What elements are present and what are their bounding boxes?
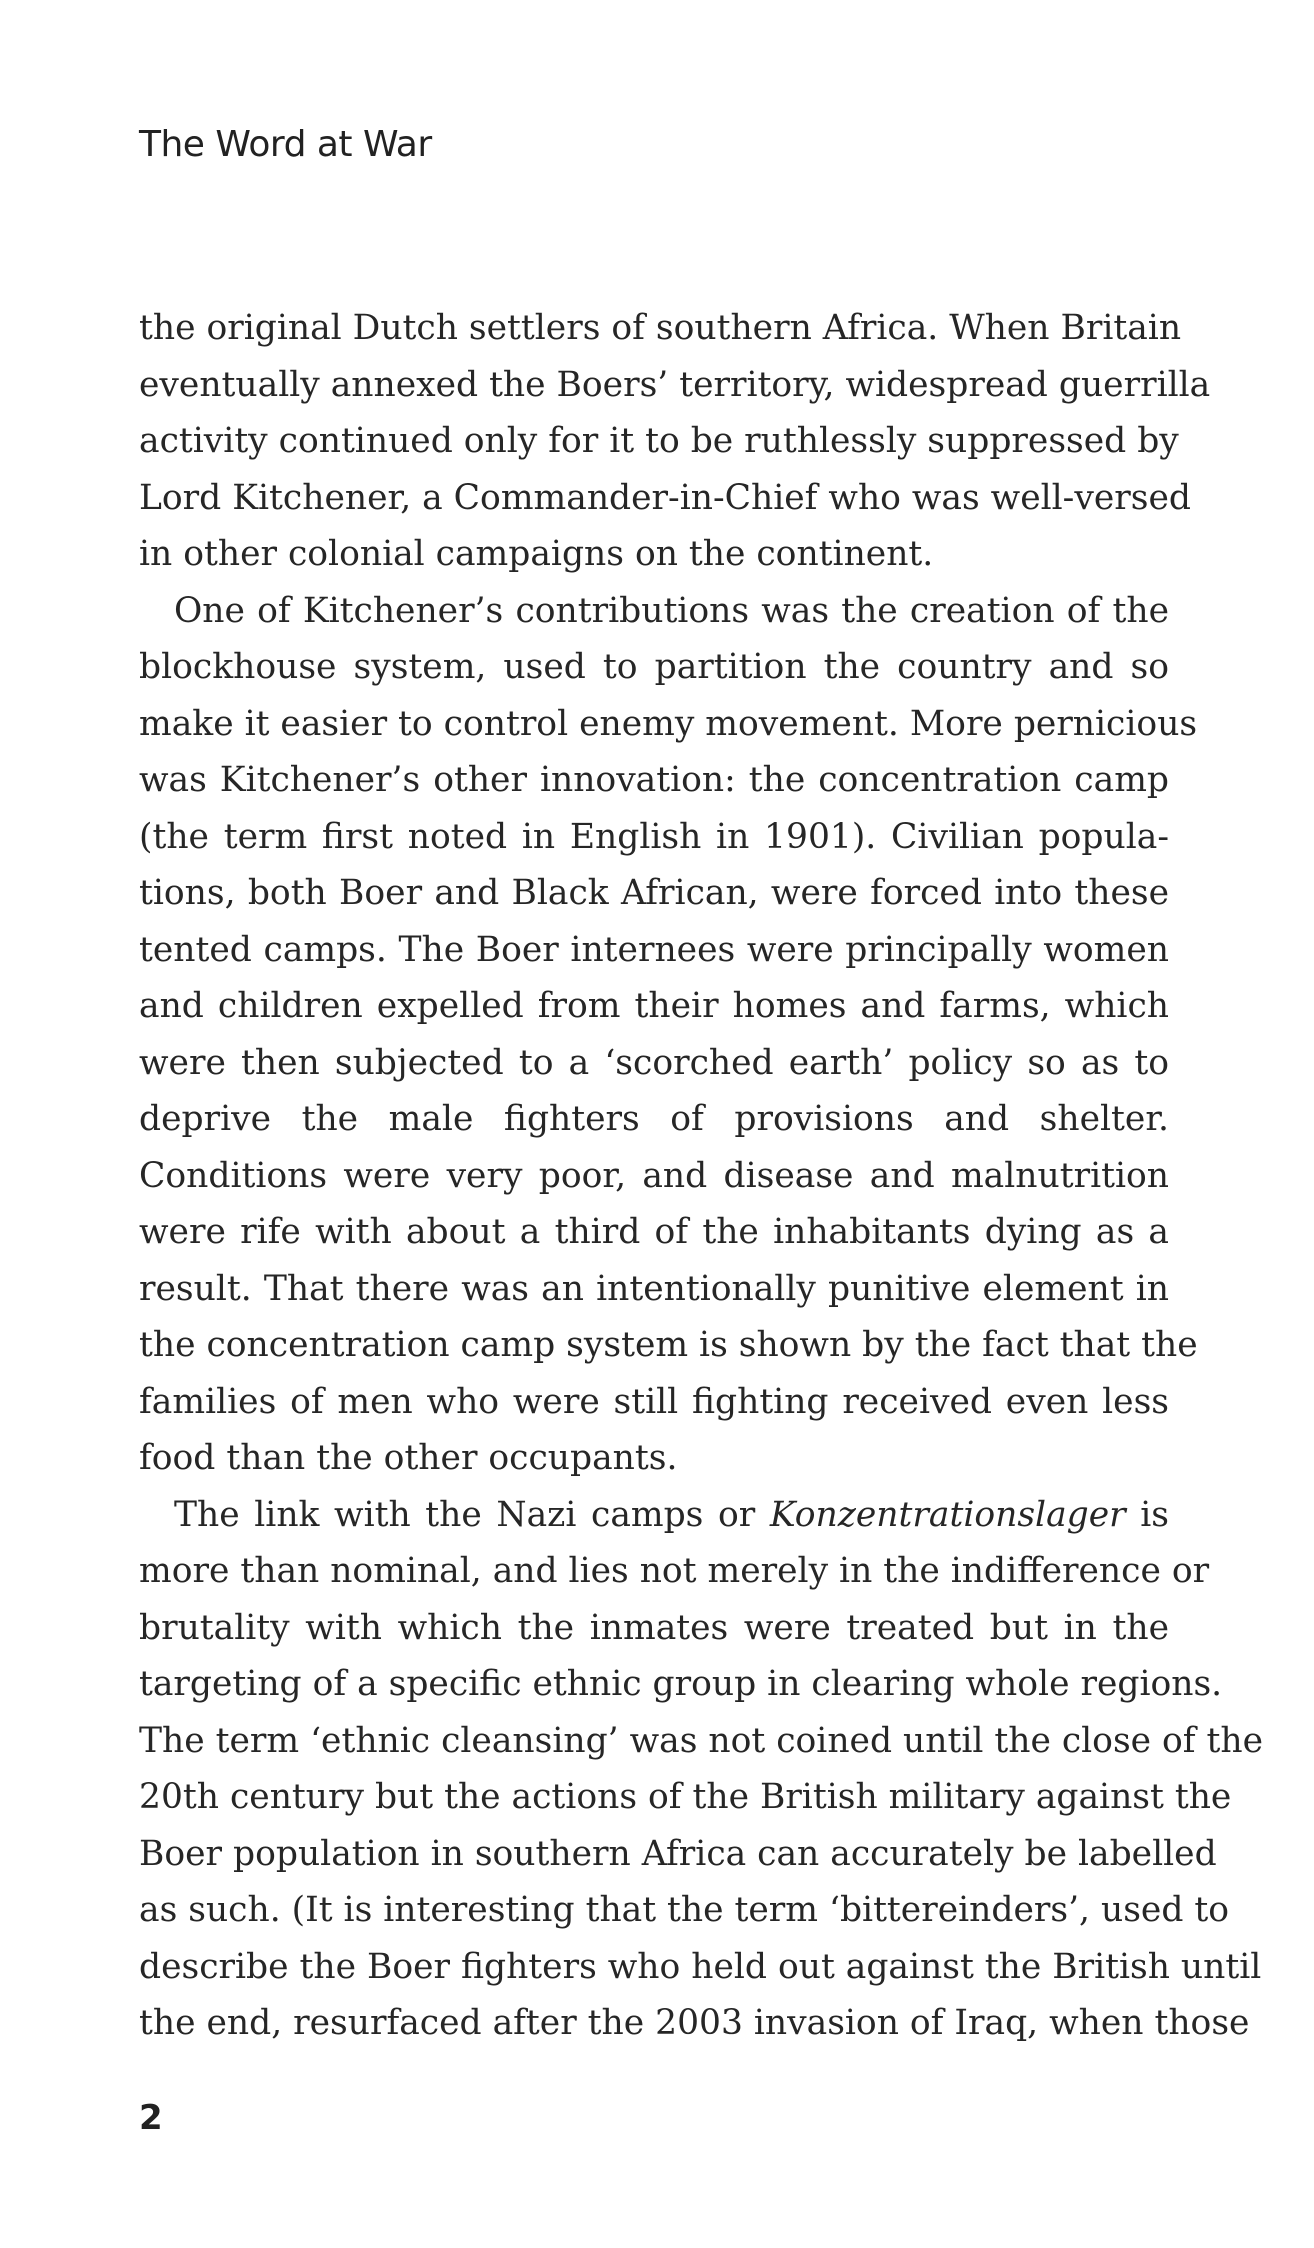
text-line: Lord Kitchener, a Commander-in-Chief who was well-versed: [139, 477, 1191, 518]
paragraph: [139, 583, 1198, 1487]
page-number: 2: [139, 2098, 163, 2138]
text-segment: is: [1125, 1494, 1169, 1535]
text-line: (the term first noted in English in 1901). Civilian popula-: [139, 816, 1169, 857]
text-line: 20th century but the actions of the British military against the: [139, 1777, 1232, 1817]
text-line: Conditions were very poor, and disease and malnutrition: [139, 1155, 1169, 1196]
text-line: One of Kitchener’s contributions was the creation of the: [174, 590, 1169, 631]
text-line: were rife with about a third of the inhabitants dying as a: [139, 1212, 1169, 1252]
text-line: describe the Boer fighters who held out against the British until: [139, 1946, 1262, 1987]
text-line: The term ‘ethnic cleansing’ was not coined until the close of the: [139, 1720, 1264, 1761]
text-line: activity continued only for it to be ruthlessly suppressed by: [139, 421, 1179, 461]
text-line: food than the other occupants.: [139, 1438, 678, 1478]
text-line: targeting of a specific ethnic group in clearing whole regions.: [139, 1664, 1223, 1704]
paragraph: [139, 1487, 1264, 2052]
body-text: [139, 300, 1264, 2052]
text-line: the concentration camp system is shown by the fact that the: [139, 1325, 1198, 1365]
italic-term: Konzentrationslager: [769, 1494, 1126, 1535]
text-line: and children expelled from their homes and farms, which: [139, 986, 1169, 1026]
text-line: families of men who were still fighting received even less: [139, 1381, 1169, 1422]
text-line: deprive the male fighters of provisions and shelter.: [139, 1099, 1169, 1139]
text-line: [139, 1487, 1169, 1544]
text-segment: The link with the Nazi camps or: [174, 1494, 770, 1535]
text-line: in other colonial campaigns on the continent.: [139, 534, 934, 574]
text-line: tions, both Boer and Black African, were forced into these: [139, 873, 1169, 913]
text-line: make it easier to control enemy movement. More pernicious: [139, 703, 1198, 744]
paragraph: [139, 300, 1211, 583]
text-line: brutality with which the inmates were treated but in the: [139, 1607, 1169, 1648]
text-line: eventually annexed the Boers’ territory, widespread guerrilla: [139, 364, 1211, 405]
text-line: the end, resurfaced after the 2003 invasion of Iraq, when those: [139, 2003, 1250, 2043]
text-line: were then subjected to a ‘scorched earth’ policy so as to: [139, 1042, 1169, 1083]
text-line: was Kitchener’s other innovation: the concentration camp: [139, 760, 1169, 800]
text-line: the original Dutch settlers of southern Africa. When Britain: [139, 308, 1182, 348]
text-line: more than nominal, and lies not merely in the indifference or: [139, 1551, 1210, 1591]
text-line: blockhouse system, used to partition the country and so: [139, 647, 1169, 687]
text-line: tented camps. The Boer internees were principally women: [139, 929, 1169, 970]
text-line: Boer population in southern Africa can accurately be labelled: [139, 1833, 1217, 1874]
text-line: as such. (It is interesting that the term ‘bittereinders’, used to: [139, 1890, 1230, 1930]
text-line: result. That there was an intentionally punitive element in: [139, 1268, 1169, 1309]
running-head: The Word at War: [139, 124, 432, 165]
